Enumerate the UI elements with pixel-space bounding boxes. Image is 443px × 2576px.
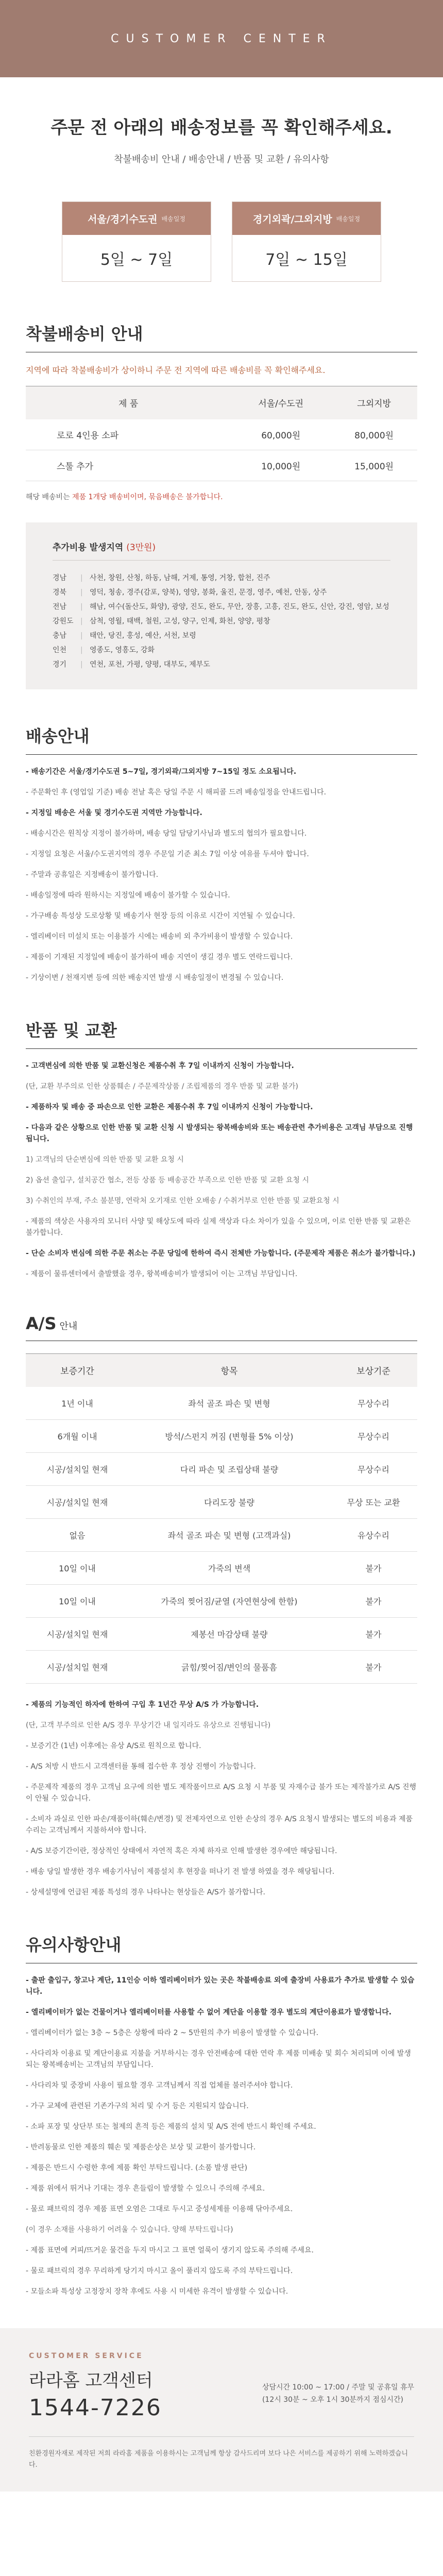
as-header-compensation: 보상기준: [330, 1354, 417, 1387]
as-cell: 무상 또는 교환: [330, 1486, 417, 1519]
area-key: 경남: [53, 574, 67, 582]
area-value: 연천, 포천, 가평, 양평, 대부도, 제부도: [90, 660, 210, 669]
area-separator: |: [80, 588, 83, 597]
as-cell: 좌석 골조 파손 및 변형 (고객과실): [129, 1519, 330, 1552]
as-cell: 10일 이내: [26, 1585, 129, 1618]
return-section-title: 반품 및 교환: [26, 1009, 417, 1049]
fee-note-prefix: 해당 배송비는: [26, 493, 73, 501]
list-item: - 소파 포장 및 상단부 또는 철제의 흔적 등은 제품의 설치 및 A/S 전에 반드시 확인해 주세요.: [26, 2123, 316, 2131]
region-name: 서울/경기수도권: [88, 213, 158, 225]
as-cell: 시공/설치일 현재: [26, 1486, 129, 1519]
as-table: [26, 1353, 417, 1684]
as-cell: 시공/설치일 현재: [26, 1453, 129, 1486]
list-item: - 가구배송 특성상 도로상황 및 배송기사 현장 등의 이유로 시간이 지연될 수 있습니다.: [26, 912, 295, 920]
footer-title: 라라홈 고객센터: [29, 2370, 153, 2391]
area-key: 인천: [53, 646, 67, 654]
area-separator: |: [80, 617, 83, 625]
list-item: - 엘리베이터 미설치 또는 이용불가 시에는 배송비 외 추가비용이 발생할 수 있습니다.: [26, 933, 293, 941]
footer: [0, 2328, 443, 2492]
list-item: - 상세설명에 언급된 제품 특성의 경우 나타나는 현상들은 A/S가 불가합니다.: [26, 1888, 265, 1896]
as-cell: 시공/설치일 현재: [26, 1651, 129, 1684]
area-key: 충남: [53, 632, 67, 640]
list-item: - 배송일정에 따라 원하시는 지정일에 배송이 불가할 수 있습니다.: [26, 891, 230, 900]
area-value: 삼척, 영월, 태백, 철원, 고성, 양구, 인제, 화천, 양양, 평창: [90, 617, 270, 625]
region-card-province: [232, 201, 381, 282]
list-item: - 사다리차 및 중장비 사용이 필요할 경우 고객님께서 직접 업체를 불러주셔야 합니다.: [26, 2081, 293, 2090]
list-item: - 엘리베이터가 없는 건물이거나 엘리베이터를 사용할 수 없어 계단을 이용할 경우 별도의 계단이용료가 발생합니다.: [26, 2008, 392, 2016]
list-item: - 제품은 반드시 수령한 후에 제품 확인 부탁드립니다. (소품 발생 판단): [26, 2164, 248, 2172]
as-header-period: 보증기간: [26, 1354, 129, 1387]
as-cell: 제봉선 마감상태 불량: [129, 1618, 330, 1651]
list-item: - A/S 보증기간이란, 정상적인 상태에서 자연적 혹은 자체 하자로 인해 발생한 경우에만 해당됩니다.: [26, 1847, 337, 1855]
as-cell: 시공/설치일 현재: [26, 1618, 129, 1651]
list-item: - 기상이변 / 천재지변 등에 의한 배송지연 발생 시 배송일정이 변경될 수 있습니다.: [26, 974, 284, 982]
as-title-small: 안내: [59, 1321, 78, 1332]
area-row: [53, 600, 390, 614]
content: [26, 77, 417, 2297]
as-cell: 10일 이내: [26, 1552, 129, 1585]
region-tag: 배송일정: [336, 215, 361, 223]
list-item: 2) 옵션 출입구, 설치공간 협소, 전등 상품 등 배송공간 부족으로 인한 반품 및 교환 요청 시: [26, 1176, 309, 1184]
area-value: 영종도, 영흥도, 강화: [90, 646, 155, 654]
as-section-title: [26, 1306, 417, 1341]
area-value: 사천, 창원, 산청, 하동, 남해, 거제, 통영, 거창, 합천, 진주: [90, 574, 270, 582]
region-name: 경기외곽/그외지방: [252, 213, 332, 225]
table-row: [26, 1486, 417, 1519]
page-title: 주문 전 아래의 배송정보를 꼭 확인해주세요.: [50, 117, 393, 138]
fee-cell: 10,000원: [231, 450, 331, 481]
list-item: - 출판 출입구, 창고나 계단, 11인승 이하 엘리베이터가 있는 곳은 착불배송료 외에 출장비 사용료가 추가로 발생할 수 있습니다.: [26, 1976, 415, 1996]
list-item: - 배송시간은 원칙상 지정이 불가하며, 배송 당일 담당기사님과 별도의 협의가 필요합니다.: [26, 829, 307, 838]
list-item: - 모들소파 특성상 고정장치 장착 후에도 사용 시 미세한 유격이 발생할 수 있습니다.: [26, 2287, 288, 2296]
as-list: [26, 1684, 417, 1898]
fee-header-product: 제 품: [26, 386, 231, 419]
area-row: [53, 629, 390, 643]
area-key: 경북: [53, 588, 67, 597]
area-separator: |: [80, 603, 83, 611]
fee-header-other: 그외지방: [331, 386, 417, 419]
area-row: [53, 657, 390, 672]
table-row: [26, 1519, 417, 1552]
caution-list: [26, 1963, 417, 2297]
table-row: [26, 1420, 417, 1453]
fee-cell: 로로 4인용 소파: [26, 419, 231, 450]
extra-fee-title: [53, 540, 390, 553]
as-cell: 6개월 이내: [26, 1420, 129, 1453]
area-separator: |: [80, 646, 83, 654]
fee-header-capital: 서울/수도권: [231, 386, 331, 419]
list-item: - 제품의 기능적인 하자에 한하여 구입 후 1년간 무상 A/S 가 가능합니다.: [26, 1701, 259, 1709]
table-row: [26, 419, 417, 450]
list-item: - 제품이 물류센터에서 출발했을 경우, 왕복배송비가 발생되어 이는 고객님 부담입니다.: [26, 1270, 298, 1278]
list-item: - 사다리차 이용료 및 계단이용료 지불을 거부하시는 경우 안전배송에 대한 연락 후 제품 미배송 및 회수 처리되며 이에 발생되는 왕복배송비는 고객님의 부담입니다.: [26, 2049, 411, 2069]
area-separator: |: [80, 574, 83, 582]
table-row: [26, 1585, 417, 1618]
as-cell: 가죽의 찢어짐/균열 (자연현상에 한함): [129, 1585, 330, 1618]
as-cell: 불가: [330, 1585, 417, 1618]
footer-hours-line: (12시 30분 ~ 오후 1시 30분까지 점심시간): [262, 2396, 403, 2404]
header-banner: [0, 0, 443, 77]
table-row: [26, 1453, 417, 1486]
list-item: - 제품 위에서 뛰거나 기대는 경우 흔들림이 발생할 수 있으니 주의해 주세요.: [26, 2184, 265, 2193]
list-item: (단, 고객 부주의로 인한 A/S 경우 무상기간 내 일지라도 유상으로 진행됩니다): [26, 1721, 271, 1730]
list-item: (단, 교환 부주의로 인한 상품훼손 / 주문제작상품 / 조립제품의 경우 반품 및 교환 불가): [26, 1082, 298, 1091]
list-item: - 제품이 기재된 지정일에 배송이 불가하여 배송 지연이 생길 경우 별도 연락드립니다.: [26, 953, 293, 961]
list-item: - 배송기간은 서울/경기수도권 5~7일, 경기외곽/그외지방 7~15일 정도 소요됩니다.: [26, 768, 297, 776]
as-cell: 좌석 골조 파손 및 변형: [129, 1387, 330, 1420]
list-item: - 제품의 색상은 사용자의 모니터 사양 및 해상도에 따라 실제 색상과 다소 차이가 있을 수 있으며, 이로 인한 반품 및 교환은 불가합니다.: [26, 1217, 411, 1237]
as-cell: 1년 이내: [26, 1387, 129, 1420]
area-row: [53, 614, 390, 629]
extra-fee-title-text: 추가비용 발생지역: [53, 543, 124, 553]
list-item: - 물로 패브릭의 경우 제품 표면 오염은 그대로 두시고 중성세제를 이용해 닦아주세요.: [26, 2205, 293, 2213]
as-cell: 긁힘/찢어짐/변인의 물품흠: [129, 1651, 330, 1684]
list-item: - 단순 소비자 변심에 의한 주문 취소는 주문 당일에 한하여 즉시 전체반 가능합니다. (주문제작 제품은 취소가 불가합니다.): [26, 1249, 416, 1258]
list-item: 3) 수취인의 부재, 주소 불분명, 연락처 오기재로 인한 오배송 / 수취거부로 인한 반품 및 교환요청 시: [26, 1197, 339, 1205]
list-item: - 다음과 같은 상황으로 인한 반품 및 교환 신청 시 발생되는 왕복배송비와 또는 배송관련 추가비용은 고객님 부담으로 진행됩니다.: [26, 1124, 413, 1143]
as-cell: 불가: [330, 1552, 417, 1585]
region-tag: 배송일정: [161, 215, 185, 223]
region-cards: [62, 201, 381, 282]
footer-label: CUSTOMER SERVICE: [29, 2352, 144, 2360]
area-separator: |: [80, 632, 83, 640]
as-cell: 방석/스펀지 꺼짐 (변형률 5% 이상): [129, 1420, 330, 1453]
region-days: 7일 ~ 15일: [265, 251, 348, 269]
as-cell: 다리 파손 및 조립상태 불량: [129, 1453, 330, 1486]
list-item: - 고객변심에 의한 반품 및 교환신청은 제품수취 후 7일 이내까지 신청이 가능합니다.: [26, 1062, 294, 1070]
table-row: [26, 1552, 417, 1585]
area-key: 강원도: [53, 617, 74, 625]
area-separator: |: [80, 660, 83, 669]
as-cell: 무상수리: [330, 1387, 417, 1420]
footer-note: 친환경원자재로 제작된 저희 라라홈 제품을 이용하시는 고객님께 항상 감사드리며 보다 나은 서비스를 제공하기 위해 노력하겠습니다.: [29, 2450, 408, 2469]
delivery-section-title: 배송안내: [26, 715, 417, 755]
list-item: - 제품하자 및 배송 중 파손으로 인한 교환은 제품수취 후 7일 이내까지 신청이 가능합니다.: [26, 1103, 313, 1111]
list-item: - 물로 패브릭의 경우 무리하게 당기지 마시고 올이 풀리지 않도록 주의 부탁드립니다.: [26, 2267, 293, 2275]
list-item: - 주말과 공휴일은 지정배송이 불가합니다.: [26, 871, 159, 879]
area-row: [53, 571, 390, 585]
fee-cell: 80,000원: [331, 419, 417, 450]
extra-fee-box: [26, 522, 417, 689]
delivery-list: [26, 755, 417, 984]
footer-hours: [262, 2381, 414, 2406]
list-item: - 제품 표면에 커피/뜨거운 물건을 두지 마시고 그 표면 얼룩이 생기지 않도록 주의해 주세요.: [26, 2246, 314, 2255]
table-row: [26, 450, 417, 481]
list-item: - 배송 당일 발생한 경우 배송기사님이 제품설치 후 현장을 떠나기 전 발생 하였을 경우 해당됩니다.: [26, 1868, 335, 1876]
as-cell: 다리도장 불량: [129, 1486, 330, 1519]
list-item: - 소비자 과실로 인한 파손/재품이하(훼손/변경) 및 전제자연으로 인한 손상의 경우 A/S 요청시 발생되는 별도의 비용과 제품수리는 고객님께서 지불하셔야 합니다.: [26, 1815, 413, 1835]
list-item: - 보증기간 (1년) 이후에는 유상 A/S로 원칙으로 합니다.: [26, 1742, 201, 1750]
caution-section-title: 유의사항안내: [26, 1924, 417, 1963]
as-cell: 불가: [330, 1618, 417, 1651]
list-item: - A/S 처방 시 반드시 고객센터를 통해 접수한 후 정상 진행이 가능합니다.: [26, 1762, 256, 1771]
list-item: 1) 고객님의 단순변심에 의한 반품 및 교환 요청 시: [26, 1156, 184, 1164]
table-row: [26, 1651, 417, 1684]
area-list: [53, 571, 390, 672]
as-cell: 가죽의 변색: [129, 1552, 330, 1585]
fee-section-subtitle: 지역에 따라 착불배송비가 상이하니 주문 전 지역에 따른 배송비를 꼭 확인해주세요.: [26, 365, 326, 375]
extra-fee-tag: (3만원): [126, 543, 156, 553]
area-value: 영덕, 청송, 경주(감포, 양북), 영양, 봉화, 울진, 문경, 영주, 예천, 안동, 상주: [90, 588, 327, 597]
list-item: - 주문제작 제품의 경우 고객님 요구에 의한 별도 제작품이므로 A/S 요청 시 부품 및 자재수급 불가 또는 제작불가로 A/S 진행이 안될 수 있습니다.: [26, 1783, 417, 1803]
as-title: A/S: [26, 1314, 57, 1333]
area-value: 태안, 당진, 홍성, 예산, 서천, 보령: [90, 632, 196, 640]
fee-note: [26, 481, 417, 512]
as-cell: 불가: [330, 1651, 417, 1684]
fee-table: [26, 386, 417, 481]
as-cell: 무상수리: [330, 1420, 417, 1453]
page-subtitle: 착불배송비 안내 / 배송안내 / 반품 및 교환 / 유의사항: [114, 154, 329, 165]
as-cell: 유상수리: [330, 1519, 417, 1552]
intro: [26, 77, 417, 186]
footer-hours-line: 상담시간 10:00 ~ 17:00 / 주말 및 공휴일 휴무: [262, 2383, 414, 2392]
as-cell: 없음: [26, 1519, 129, 1552]
as-cell: 무상수리: [330, 1453, 417, 1486]
fee-cell: 15,000원: [331, 450, 417, 481]
as-header-item: 항목: [129, 1354, 330, 1387]
area-row: [53, 585, 390, 600]
list-item: - 엘리베이터가 없는 3층 ~ 5층은 상황에 따라 2 ~ 5만원의 추가 비용이 발생할 수 있습니다.: [26, 2029, 319, 2037]
area-row: [53, 643, 390, 657]
list-item: - 지정일 배송은 서울 및 경기수도권 지역만 가능합니다.: [26, 809, 202, 817]
banner-title: CUSTOMER CENTER: [111, 32, 332, 45]
area-value: 해남, 여수(돌산도, 화양), 광양, 진도, 완도, 무안, 장흥, 고흥, 진도, 완도, 신안, 강진, 영암, 보성: [90, 603, 389, 611]
area-key: 경기: [53, 660, 67, 669]
region-days: 5일 ~ 7일: [100, 251, 173, 269]
fee-cell: 60,000원: [231, 419, 331, 450]
footer-phone[interactable]: 1544-7226: [29, 2395, 162, 2421]
table-row: [26, 1618, 417, 1651]
list-item: - 지정일 요청은 서울/수도권지역의 경우 주문일 기준 최소 7일 이상 여유를 두셔야 합니다.: [26, 850, 309, 858]
region-card-capital: [62, 201, 211, 282]
list-item: - 반려동물로 인한 제품의 훼손 및 제품손상은 보상 및 교환이 불가합니다.: [26, 2143, 256, 2151]
fee-section-title: 착불배송비 안내: [26, 313, 417, 352]
fee-cell: 스툴 추가: [26, 450, 231, 481]
fee-note-highlight: 제품 1개당 배송비이며, 묶음배송은 불가합니다.: [72, 493, 223, 501]
table-row: [26, 1387, 417, 1420]
list-item: - 주문확인 후 (영업일 기준) 배송 전날 혹은 당일 주문 시 해피콜 드려 배송일정을 안내드립니다.: [26, 788, 327, 796]
list-item: - 가구 교체에 관련된 기존가구의 처리 및 수거 등은 지원되지 않습니다.: [26, 2102, 249, 2110]
return-list: [26, 1049, 417, 1280]
area-key: 전남: [53, 603, 67, 611]
list-item: (이 경우 소재를 사용하기 어려울 수 있습니다. 양해 부탁드립니다): [26, 2226, 233, 2234]
